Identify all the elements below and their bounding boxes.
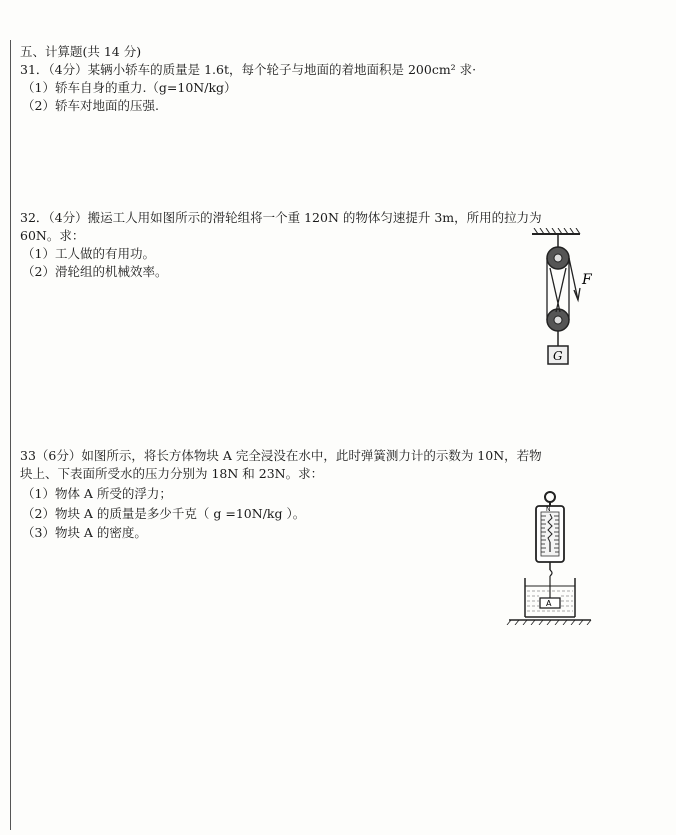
question-33-part-2: （2）物块 A 的质量是多少千克（ g =10N/kg ）。 [22, 506, 306, 521]
question-32-stem-line-1: 32．（4分）搬运工人用如图所示的滑轮组将一个重 120N 的物体匀速提升 3m，所用的拉力为 [20, 210, 542, 225]
question-32-part-1: （1）工人做的有用功。 [22, 246, 155, 261]
question-32-part-2: （2）滑轮组的机械效率。 [22, 264, 168, 279]
force-label: F [582, 272, 592, 288]
question-33-part-3: （3）物块 A 的密度。 [22, 525, 147, 540]
hook-icon [550, 570, 552, 576]
question-31-part-2: （2）轿车对地面的压强. [22, 98, 159, 113]
scale-unit-label: N [546, 506, 551, 513]
question-33-stem-line-2: 块上、下表面所受水的压力分别为 18N 和 23N。求： [20, 466, 324, 481]
section-title: 五、计算题(共 14 分) [20, 44, 142, 59]
pulley-system-figure [530, 228, 600, 368]
block-a-label: A [546, 599, 552, 608]
margin-line [10, 40, 11, 830]
question-33-part-1: （1）物体 A 所受的浮力； [22, 486, 172, 501]
scale-ring [545, 492, 555, 502]
pulling-rope [569, 258, 578, 300]
spring-scale-figure [505, 490, 595, 625]
load-label: G [553, 349, 563, 363]
question-33-stem-line-1: 33（6分）如图所示，将长方体物块 A 完全浸没在水中，此时弹簧测力计的示数为 10N，若物 [20, 448, 542, 463]
question-31-stem: 31．（4分）某辆小轿车的质量是 1.6t，每个轮子与地面的着地面积是 200cm² 求· [20, 62, 477, 77]
question-31-part-1: （1）轿车自身的重力.（g=10N/kg） [22, 80, 237, 95]
question-32-stem-line-2: 60N。求： [20, 228, 85, 243]
